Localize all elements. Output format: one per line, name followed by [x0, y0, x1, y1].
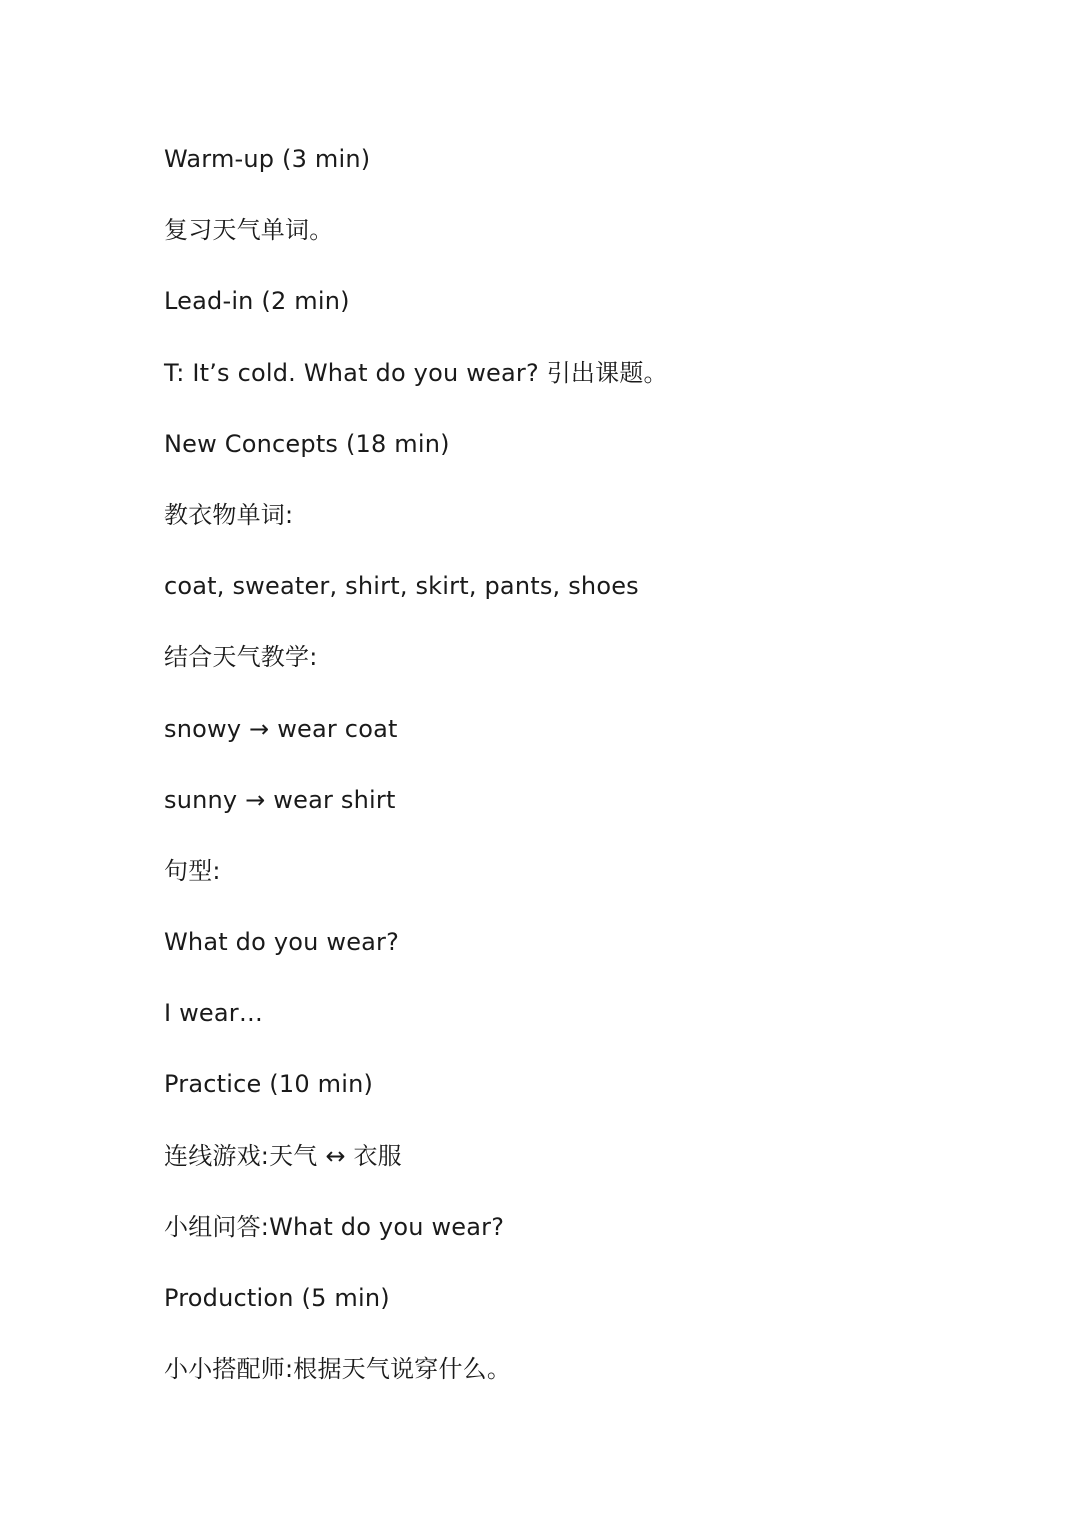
practice-group-qa: 小组问答:What do you wear? — [164, 1212, 505, 1241]
practice-matching-game: 连线游戏:天气 ↔ 衣服 — [164, 1141, 402, 1170]
clothing-vocabulary-list: coat, sweater, shirt, skirt, pants, shoes — [164, 572, 639, 601]
new-concepts-intro: 教衣物单词: — [164, 500, 294, 529]
weather-teaching-intro: 结合天气教学: — [164, 643, 318, 672]
weather-example-sunny: sunny → wear shirt — [164, 785, 396, 814]
sentence-pattern-label: 句型: — [164, 856, 221, 885]
sentence-pattern-question: What do you wear? — [164, 928, 400, 957]
sentence-pattern-answer: I wear… — [164, 999, 264, 1028]
section-heading-practice: Practice (10 min) — [164, 1070, 374, 1099]
section-heading-warm-up: Warm-up (3 min) — [164, 145, 371, 173]
lead-in-activity: T: It’s cold. What do you wear? 引出课题。 — [164, 358, 668, 387]
section-heading-production: Production (5 min) — [164, 1284, 390, 1312]
weather-example-snowy: snowy → wear coat — [164, 714, 398, 743]
section-heading-new-concepts: New Concepts (18 min) — [164, 429, 450, 458]
lesson-plan-body — [164, 138, 1024, 1419]
production-activity: 小小搭配师:根据天气说穿什么。 — [164, 1355, 512, 1384]
warm-up-activity: 复习天气单词。 — [164, 216, 334, 245]
section-heading-lead-in: Lead-in (2 min) — [164, 287, 350, 316]
